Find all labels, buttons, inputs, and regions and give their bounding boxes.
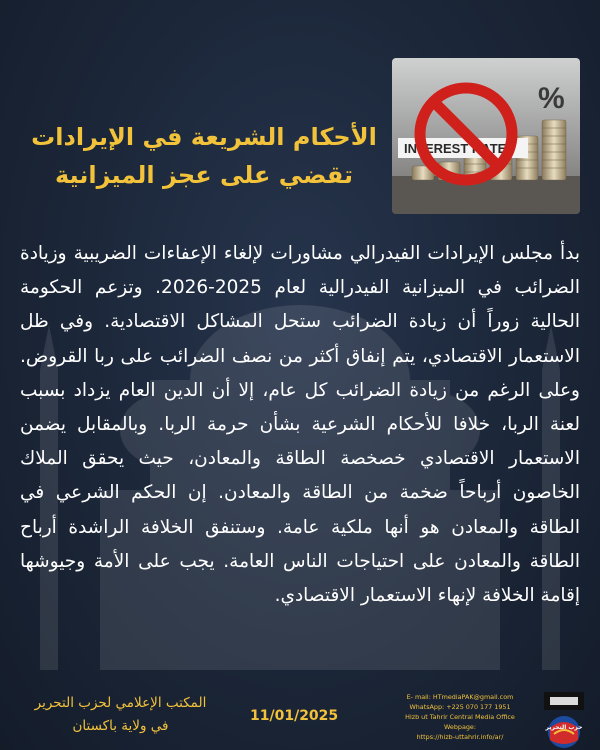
hizb-logo-icon <box>540 688 588 750</box>
publish-date: 11/01/2025 <box>250 708 339 724</box>
office-line-2: في ولاية باكستان <box>72 718 169 734</box>
title-line-2: تقضي على عجز الميزانية <box>54 161 354 189</box>
page-title <box>24 118 384 194</box>
interest-rates-banner-text: INTEREST RATES <box>404 141 515 156</box>
website-link[interactable]: https://hizb-uttahrir.info/ar/ <box>416 733 504 741</box>
whatsapp-text[interactable]: WhatsApp: +225 070 177 1951 <box>409 703 511 711</box>
logo-label: حزب التحرير <box>545 724 583 731</box>
media-office-name <box>18 692 223 738</box>
percent-icon: % <box>538 82 565 115</box>
interest-rates-prohibited-image <box>392 58 580 214</box>
footer <box>0 680 600 750</box>
office-line-1: المكتب الإعلامي لحزب التحرير <box>34 695 207 711</box>
contact-info <box>390 692 530 742</box>
email-text[interactable]: E- mail: HTmediaPAK@gmail.com <box>406 693 514 701</box>
title-line-1: الأحكام الشريعة في الإيرادات <box>31 123 377 151</box>
article-body: بدأ مجلس الإيرادات الفيدرالي مشاورات لإلغاء الإعفاءات الضريبية وزيادة الضرائب في الميزانية الفيدرالية لعام 2025-2026. وتزعم الحكومة الحالية زوراً أن زيادة الضرائب ستحل المشاكل الاقتصادية. وفي ظل الاستعمار الاقتصادي، يتم إنفاق أكثر من نصف الضرائب على ربا القروض. وعلى الرغم من زيادة الضرائب كل عام، إلا أن الدين العام يزداد بسبب لعنة الربا، خلافا للأحكام الشرعية بشأن حرمة الربا. وبالمقابل يضمن الاستعمار الاقتصادي خصخصة الطاقة والمعادن، حيث يحقق الملاك الخاصون أرباحاً ضخمة من الطاقة والمعادن. إن الحكم الشرعي في الطاقة والمعادن هو أنها ملكية عامة. وستنفق الخلافة الراشدة أرباح الطاقة والمعادن على احتياجات الناس العامة. يجب على الأمة وجيوشها إقامة الخلافة لإنهاء الاستعمار الاقتصادي. <box>20 243 580 607</box>
central-office-label: Hizb ut Tahrir Central Media Office Webpage: <box>405 713 515 731</box>
